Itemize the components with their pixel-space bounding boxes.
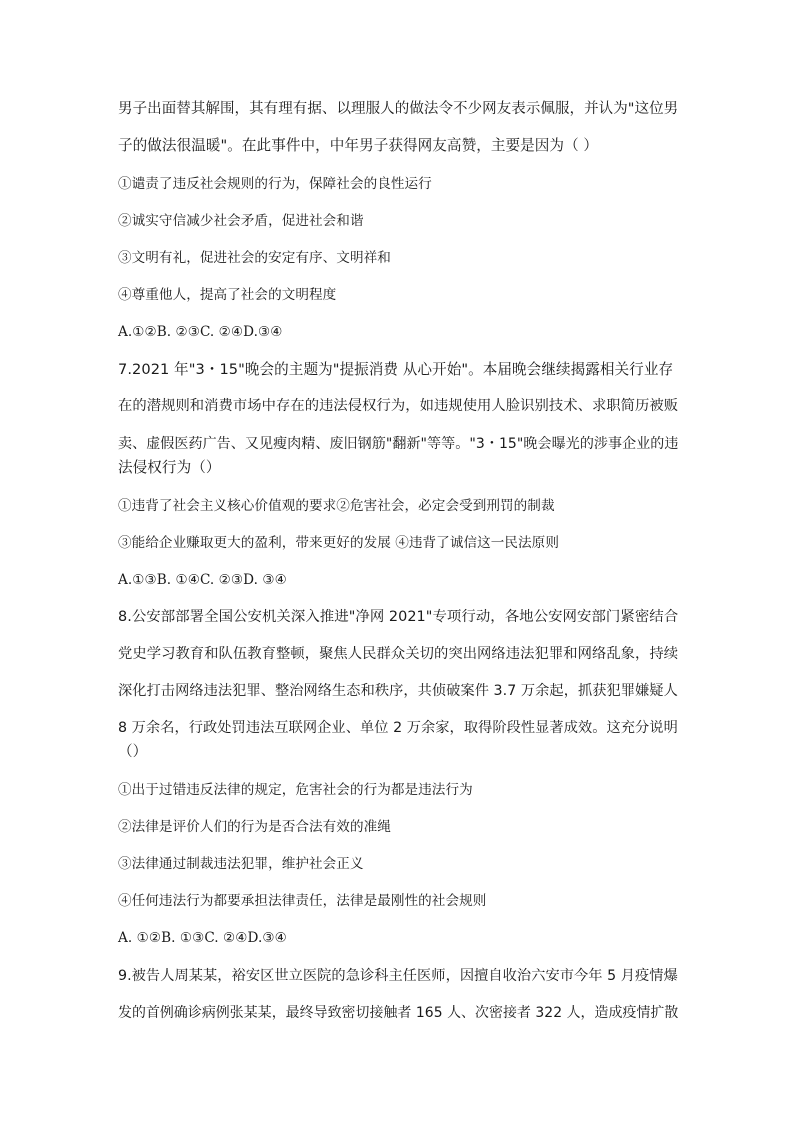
q8-stem-line-5: （） [118, 743, 148, 760]
q8-option-1: ①出于过错违反法律的规定，危害社会的行为都是违法行为 [118, 782, 473, 798]
q8-stem-line-1: 8.公安部部署全国公安机关深入推进"净网 2021"专项行动，各地公安网安部门紧密结合 [118, 609, 679, 625]
q8-option-2: ②法律是评价人们的行为是否合法有效的准绳 [118, 819, 391, 835]
q8-answer-choices: A. ①②B. ①③C. ②④D.③④ [118, 930, 287, 946]
q6-stem-line-2: 子的做法很温暖"。在此事件中，中年男子获得网友高赞，主要是因为（ ） [118, 137, 599, 154]
q9-stem-line-1: 9.被告人周某某，裕安区世立医院的急诊科主任医师，因擅自收治六安市今年 5 月疫情爆 [118, 968, 678, 984]
q6-stem-line-1: 男子出面替其解围，其有理有据、以理服人的做法令不少网友表示佩服，并认为"这位男 [118, 101, 679, 117]
q7-option-line-2: ③能给企业赚取更大的盈利，带来更好的发展 ④违背了诚信这一民法原则 [118, 535, 559, 551]
q8-option-4: ④任何违法行为都要承担法律责任，法律是最刚性的社会规则 [118, 893, 487, 909]
q7-option-line-1: ①违背了社会主义核心价值观的要求②危害社会，必定会受到刑罚的制裁 [118, 498, 555, 514]
q6-option-3: ③文明有礼，促进社会的安定有序、文明祥和 [118, 250, 391, 266]
q7-answer-choices: A.①③B. ①④C. ②③D. ③④ [118, 572, 287, 588]
q9-stem-line-2: 发的首例确诊病例张某某，最终导致密切接触者 165 人、次密接者 322 人，造成疫情扩散 [118, 1005, 679, 1021]
q6-option-2: ②诚实守信减少社会矛盾，促进社会和谐 [118, 213, 364, 229]
q8-stem-line-3: 深化打击网络违法犯罪、整治网络生态和秩序，共侦破案件 3.7 万余起，抓获犯罪嫌疑人 [118, 683, 678, 699]
q7-stem-line-1: 7.2021 年"3・15"晚会的主题为"提振消费 从心开始"。本届晚会继续揭露相关行业存 [118, 361, 674, 378]
q7-stem-line-4: 法侵权行为（） [118, 459, 221, 476]
q8-option-3: ③法律通过制裁违法犯罪，维护社会正义 [118, 856, 364, 872]
q6-answer-choices: A.①②B. ②③C. ②④D.③④ [118, 324, 283, 340]
q7-stem-line-2: 在的潜规则和消费市场中存在的违法侵权行为，如违规使用人脸识别技术、求职简历被贩 [118, 398, 679, 414]
q6-option-1: ①谴责了违反社会规则的行为，保障社会的良性运行 [118, 176, 432, 192]
q7-stem-line-3: 卖、虚假医药广告、又见瘦肉精、废旧钢筋"翻新"等等。"3・15"晚会曝光的涉事企业的违 [118, 436, 679, 452]
q8-stem-line-2: 党史学习教育和队伍教育整顿，聚焦人民群众关切的突出网络违法犯罪和网络乱象，持续 [118, 646, 679, 662]
q6-option-4: ④尊重他人，提高了社会的文明程度 [118, 287, 337, 303]
q8-stem-line-4: 8 万余名，行政处罚违法互联网企业、单位 2 万余家，取得阶段性显著成效。这充分说明 [118, 720, 678, 736]
